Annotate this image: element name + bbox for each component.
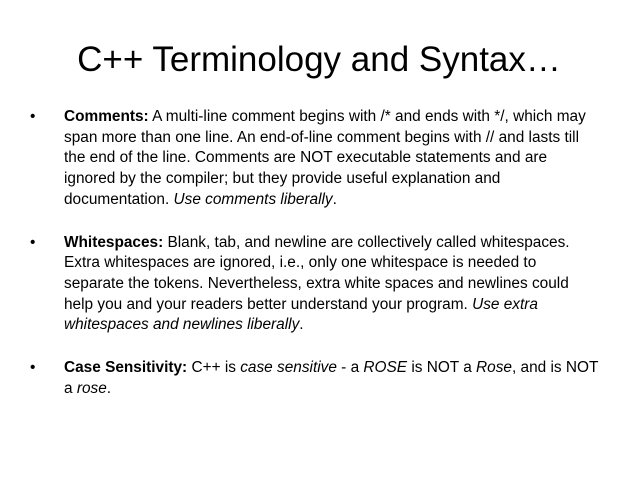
bullet-case-sensitivity [30,358,600,399]
bullet-dot-icon: • [30,359,36,377]
bullet-whitespaces [30,233,600,337]
bullet-text: , and is NOT a [64,359,599,397]
bullet-text: Blank, tab, and newline are collectively called whitespaces. Extra whitespaces are ignored, i.e., only one whitespace is needed to separate the tokens. Nevertheless, extra white spaces and newlines could help you and your readers better understand your program. [64,233,570,313]
bullet-list [30,107,600,421]
bullet-emphasis: Rose [476,359,512,377]
bullet-emphasis: Use comments liberally [173,190,333,208]
bullet-dot-icon: • [30,108,36,125]
term-comments: Comments: [64,108,149,125]
bullet-tail: . [299,316,304,334]
term-whitespaces: Whitespaces: [64,233,164,251]
bullet-text: is NOT a [407,359,477,377]
bullet-emphasis: Use extra whitespaces and newlines liberally [64,295,538,334]
bullet-emphasis: ROSE [363,359,408,377]
bullet-dot-icon: • [30,233,36,251]
slide-title: C++ Terminology and Syntax… [77,40,561,79]
term-case-sensitivity: Case Sensitivity: [64,359,188,377]
bullet-emphasis: case sensitive [240,359,337,377]
bullet-text: C++ is [187,359,241,377]
bullet-text: A multi-line comment begins with /* and ends with */, which may span more than one line. An end-of-line comment begins with // and lasts till the end of the line. Comments are NOT executable statements and are ignored by the compiler; but they provide useful explanation and documentation. [64,108,586,208]
bullet-emphasis: rose [76,379,107,397]
bullet-comments [30,107,600,211]
bullet-text: - a [336,359,364,377]
bullet-tail: . [332,190,337,208]
bullet-tail: . [106,379,112,397]
